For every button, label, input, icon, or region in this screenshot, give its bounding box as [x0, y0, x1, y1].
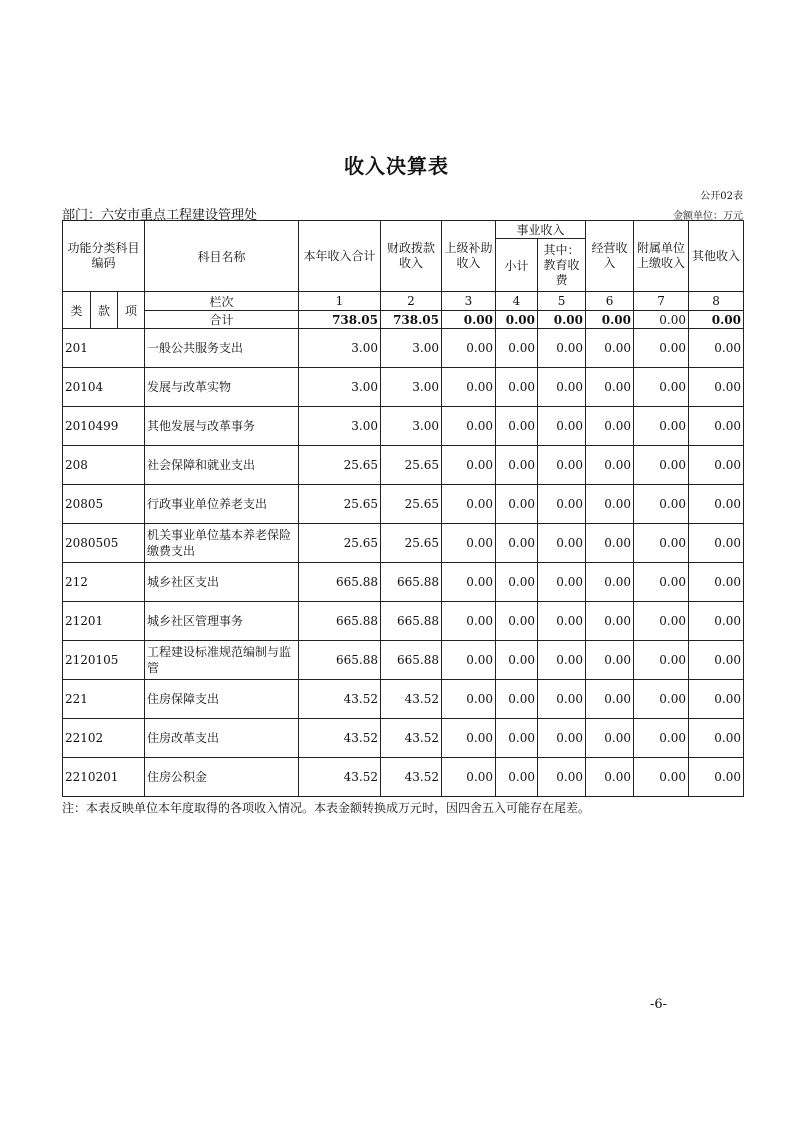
amount-cell: 0.00: [634, 719, 689, 758]
amount-cell: 0.00: [496, 485, 538, 524]
amount-cell: 0.00: [496, 329, 538, 368]
subject-code: 21201: [63, 602, 145, 641]
amount-cell: 0.00: [634, 680, 689, 719]
amount-cell: 0.00: [538, 680, 586, 719]
subject-name: 城乡社区支出: [145, 563, 299, 602]
subject-name: 住房公积金: [145, 758, 299, 797]
amount-cell: 0.00: [634, 368, 689, 407]
table-row: [63, 602, 744, 641]
amount-cell: 0.00: [442, 446, 496, 485]
amount-cell: 43.52: [299, 680, 381, 719]
lanci-label: 栏次: [145, 292, 299, 311]
subject-code: 221: [63, 680, 145, 719]
func-code-header: 功能分类科目编码: [63, 221, 145, 292]
amount-cell: 0.00: [442, 758, 496, 797]
total-value: 738.05: [381, 311, 442, 329]
amount-cell: 0.00: [538, 602, 586, 641]
subject-name: 发展与改革实物: [145, 368, 299, 407]
amount-cell: 0.00: [634, 407, 689, 446]
subject-name: 住房改革支出: [145, 719, 299, 758]
total-value: 0.00: [496, 311, 538, 329]
total-value: 0.00: [689, 311, 744, 329]
amount-cell: 0.00: [496, 602, 538, 641]
amount-cell: 0.00: [496, 407, 538, 446]
amount-cell: 0.00: [538, 407, 586, 446]
amount-cell: 0.00: [538, 758, 586, 797]
amount-cell: 43.52: [299, 719, 381, 758]
amount-cell: 25.65: [381, 485, 442, 524]
amount-cell: 665.88: [299, 602, 381, 641]
education-fee-header: 其中：教育收费: [538, 239, 586, 292]
amount-cell: 0.00: [442, 680, 496, 719]
amount-cell: 0.00: [689, 485, 744, 524]
amount-unit-label: 金额单位：万元: [673, 211, 743, 222]
income-table: [62, 220, 744, 797]
amount-cell: 0.00: [538, 719, 586, 758]
col-number: 8: [689, 292, 744, 311]
col-number: 3: [442, 292, 496, 311]
amount-cell: 0.00: [586, 329, 634, 368]
subject-code: 212: [63, 563, 145, 602]
amount-cell: 0.00: [586, 758, 634, 797]
amount-cell: 3.00: [381, 407, 442, 446]
amount-cell: 0.00: [586, 602, 634, 641]
amount-cell: 0.00: [496, 563, 538, 602]
subject-name: 社会保障和就业支出: [145, 446, 299, 485]
amount-cell: 0.00: [538, 641, 586, 680]
subject-code: 2080505: [63, 524, 145, 563]
business-income-header: 事业收入: [496, 221, 586, 239]
amount-cell: 0.00: [634, 602, 689, 641]
amount-cell: 3.00: [299, 329, 381, 368]
total-value: 0.00: [634, 311, 689, 329]
amount-cell: 0.00: [496, 524, 538, 563]
amount-cell: 0.00: [689, 602, 744, 641]
amount-cell: 0.00: [586, 719, 634, 758]
table-row: [63, 446, 744, 485]
amount-cell: 0.00: [634, 524, 689, 563]
table-row: [63, 407, 744, 446]
amount-cell: 0.00: [689, 758, 744, 797]
amount-cell: 0.00: [586, 563, 634, 602]
kuan-header: 款: [91, 292, 118, 329]
amount-cell: 0.00: [496, 758, 538, 797]
amount-cell: 0.00: [634, 329, 689, 368]
amount-cell: 0.00: [689, 407, 744, 446]
amount-cell: 3.00: [299, 407, 381, 446]
amount-cell: 0.00: [689, 563, 744, 602]
amount-cell: 0.00: [442, 407, 496, 446]
amount-cell: 0.00: [689, 680, 744, 719]
amount-cell: 25.65: [299, 485, 381, 524]
amount-cell: 0.00: [586, 485, 634, 524]
amount-cell: 0.00: [442, 563, 496, 602]
department-label: 部门：六安市重点工程建设管理处: [62, 208, 258, 223]
subject-name-header: 科目名称: [145, 221, 299, 292]
total-value: 738.05: [299, 311, 381, 329]
amount-cell: 0.00: [538, 563, 586, 602]
amount-cell: 25.65: [299, 446, 381, 485]
amount-cell: 0.00: [496, 446, 538, 485]
total-value: 0.00: [586, 311, 634, 329]
page-number: -6-: [650, 997, 668, 1012]
table-row: [63, 368, 744, 407]
subject-code: 20805: [63, 485, 145, 524]
amount-cell: 0.00: [689, 368, 744, 407]
subject-name: 行政事业单位养老支出: [145, 485, 299, 524]
amount-cell: 0.00: [586, 524, 634, 563]
amount-cell: 43.52: [299, 758, 381, 797]
amount-cell: 0.00: [538, 485, 586, 524]
amount-cell: 0.00: [442, 524, 496, 563]
amount-cell: 0.00: [586, 368, 634, 407]
table-row: [63, 758, 744, 797]
amount-cell: 0.00: [496, 719, 538, 758]
amount-cell: 665.88: [299, 641, 381, 680]
amount-cell: 0.00: [496, 680, 538, 719]
amount-cell: 0.00: [634, 446, 689, 485]
table-row: [63, 329, 744, 368]
amount-cell: 0.00: [442, 329, 496, 368]
subject-name: 机关事业单位基本养老保险缴费支出: [145, 524, 299, 563]
amount-cell: 0.00: [442, 485, 496, 524]
subject-code: 2010499: [63, 407, 145, 446]
col-number: 1: [299, 292, 381, 311]
form-number: 公开02表: [700, 191, 743, 202]
total-value: 0.00: [538, 311, 586, 329]
amount-cell: 0.00: [634, 485, 689, 524]
amount-cell: 25.65: [299, 524, 381, 563]
table-row: [63, 680, 744, 719]
subject-code: 2210201: [63, 758, 145, 797]
amount-cell: 0.00: [586, 446, 634, 485]
xiang-header: 项: [118, 292, 145, 329]
amount-cell: 0.00: [496, 641, 538, 680]
amount-cell: 0.00: [496, 368, 538, 407]
affiliated-header: 附属单位上缴收入: [634, 221, 689, 292]
total-value: 0.00: [442, 311, 496, 329]
amount-cell: 0.00: [634, 758, 689, 797]
table-row: [63, 641, 744, 680]
amount-cell: 0.00: [689, 446, 744, 485]
col-number: 2: [381, 292, 442, 311]
amount-cell: 43.52: [381, 680, 442, 719]
total-label: 合计: [145, 311, 299, 329]
subject-name: 工程建设标准规范编制与监管: [145, 641, 299, 680]
subject-name: 其他发展与改革事务: [145, 407, 299, 446]
amount-cell: 3.00: [381, 368, 442, 407]
amount-cell: 0.00: [538, 329, 586, 368]
subject-code: 2120105: [63, 641, 145, 680]
col-number: 7: [634, 292, 689, 311]
amount-cell: 0.00: [538, 368, 586, 407]
footnote: 注：本表反映单位本年度取得的各项收入情况。本表金额转换成万元时，因四舍五入可能存在尾差。: [62, 801, 591, 815]
amount-cell: 665.88: [299, 563, 381, 602]
table-row: [63, 719, 744, 758]
other-header: 其他收入: [689, 221, 744, 292]
amount-cell: 0.00: [689, 524, 744, 563]
subtotal-header: 小计: [496, 239, 538, 292]
col-number: 5: [538, 292, 586, 311]
total-income-header: 本年收入合计: [299, 221, 381, 292]
table-row: [63, 563, 744, 602]
subject-code: 208: [63, 446, 145, 485]
amount-cell: 0.00: [689, 329, 744, 368]
amount-cell: 665.88: [381, 641, 442, 680]
col-number: 6: [586, 292, 634, 311]
subject-name: 一般公共服务支出: [145, 329, 299, 368]
amount-cell: 0.00: [586, 680, 634, 719]
fiscal-header: 财政拨款收入: [381, 221, 442, 292]
amount-cell: 0.00: [586, 407, 634, 446]
amount-cell: 0.00: [442, 719, 496, 758]
amount-cell: 43.52: [381, 758, 442, 797]
amount-cell: 0.00: [442, 641, 496, 680]
amount-cell: 0.00: [689, 719, 744, 758]
subject-code: 20104: [63, 368, 145, 407]
amount-cell: 3.00: [299, 368, 381, 407]
amount-cell: 0.00: [442, 368, 496, 407]
lei-header: 类: [63, 292, 91, 329]
subject-name: 住房保障支出: [145, 680, 299, 719]
amount-cell: 665.88: [381, 563, 442, 602]
amount-cell: 0.00: [634, 641, 689, 680]
amount-cell: 43.52: [381, 719, 442, 758]
amount-cell: 25.65: [381, 446, 442, 485]
page-title: 收入决算表: [344, 154, 449, 178]
subject-name: 城乡社区管理事务: [145, 602, 299, 641]
amount-cell: 665.88: [381, 602, 442, 641]
operating-header: 经营收入: [586, 221, 634, 292]
amount-cell: 0.00: [689, 641, 744, 680]
subject-code: 22102: [63, 719, 145, 758]
table-row: [63, 524, 744, 563]
amount-cell: 0.00: [586, 641, 634, 680]
amount-cell: 25.65: [381, 524, 442, 563]
col-number: 4: [496, 292, 538, 311]
amount-cell: 0.00: [634, 563, 689, 602]
table-row: [63, 485, 744, 524]
amount-cell: 3.00: [381, 329, 442, 368]
subject-code: 201: [63, 329, 145, 368]
amount-cell: 0.00: [538, 446, 586, 485]
amount-cell: 0.00: [442, 602, 496, 641]
amount-cell: 0.00: [538, 524, 586, 563]
superior-subsidy-header: 上级补助收入: [442, 221, 496, 292]
